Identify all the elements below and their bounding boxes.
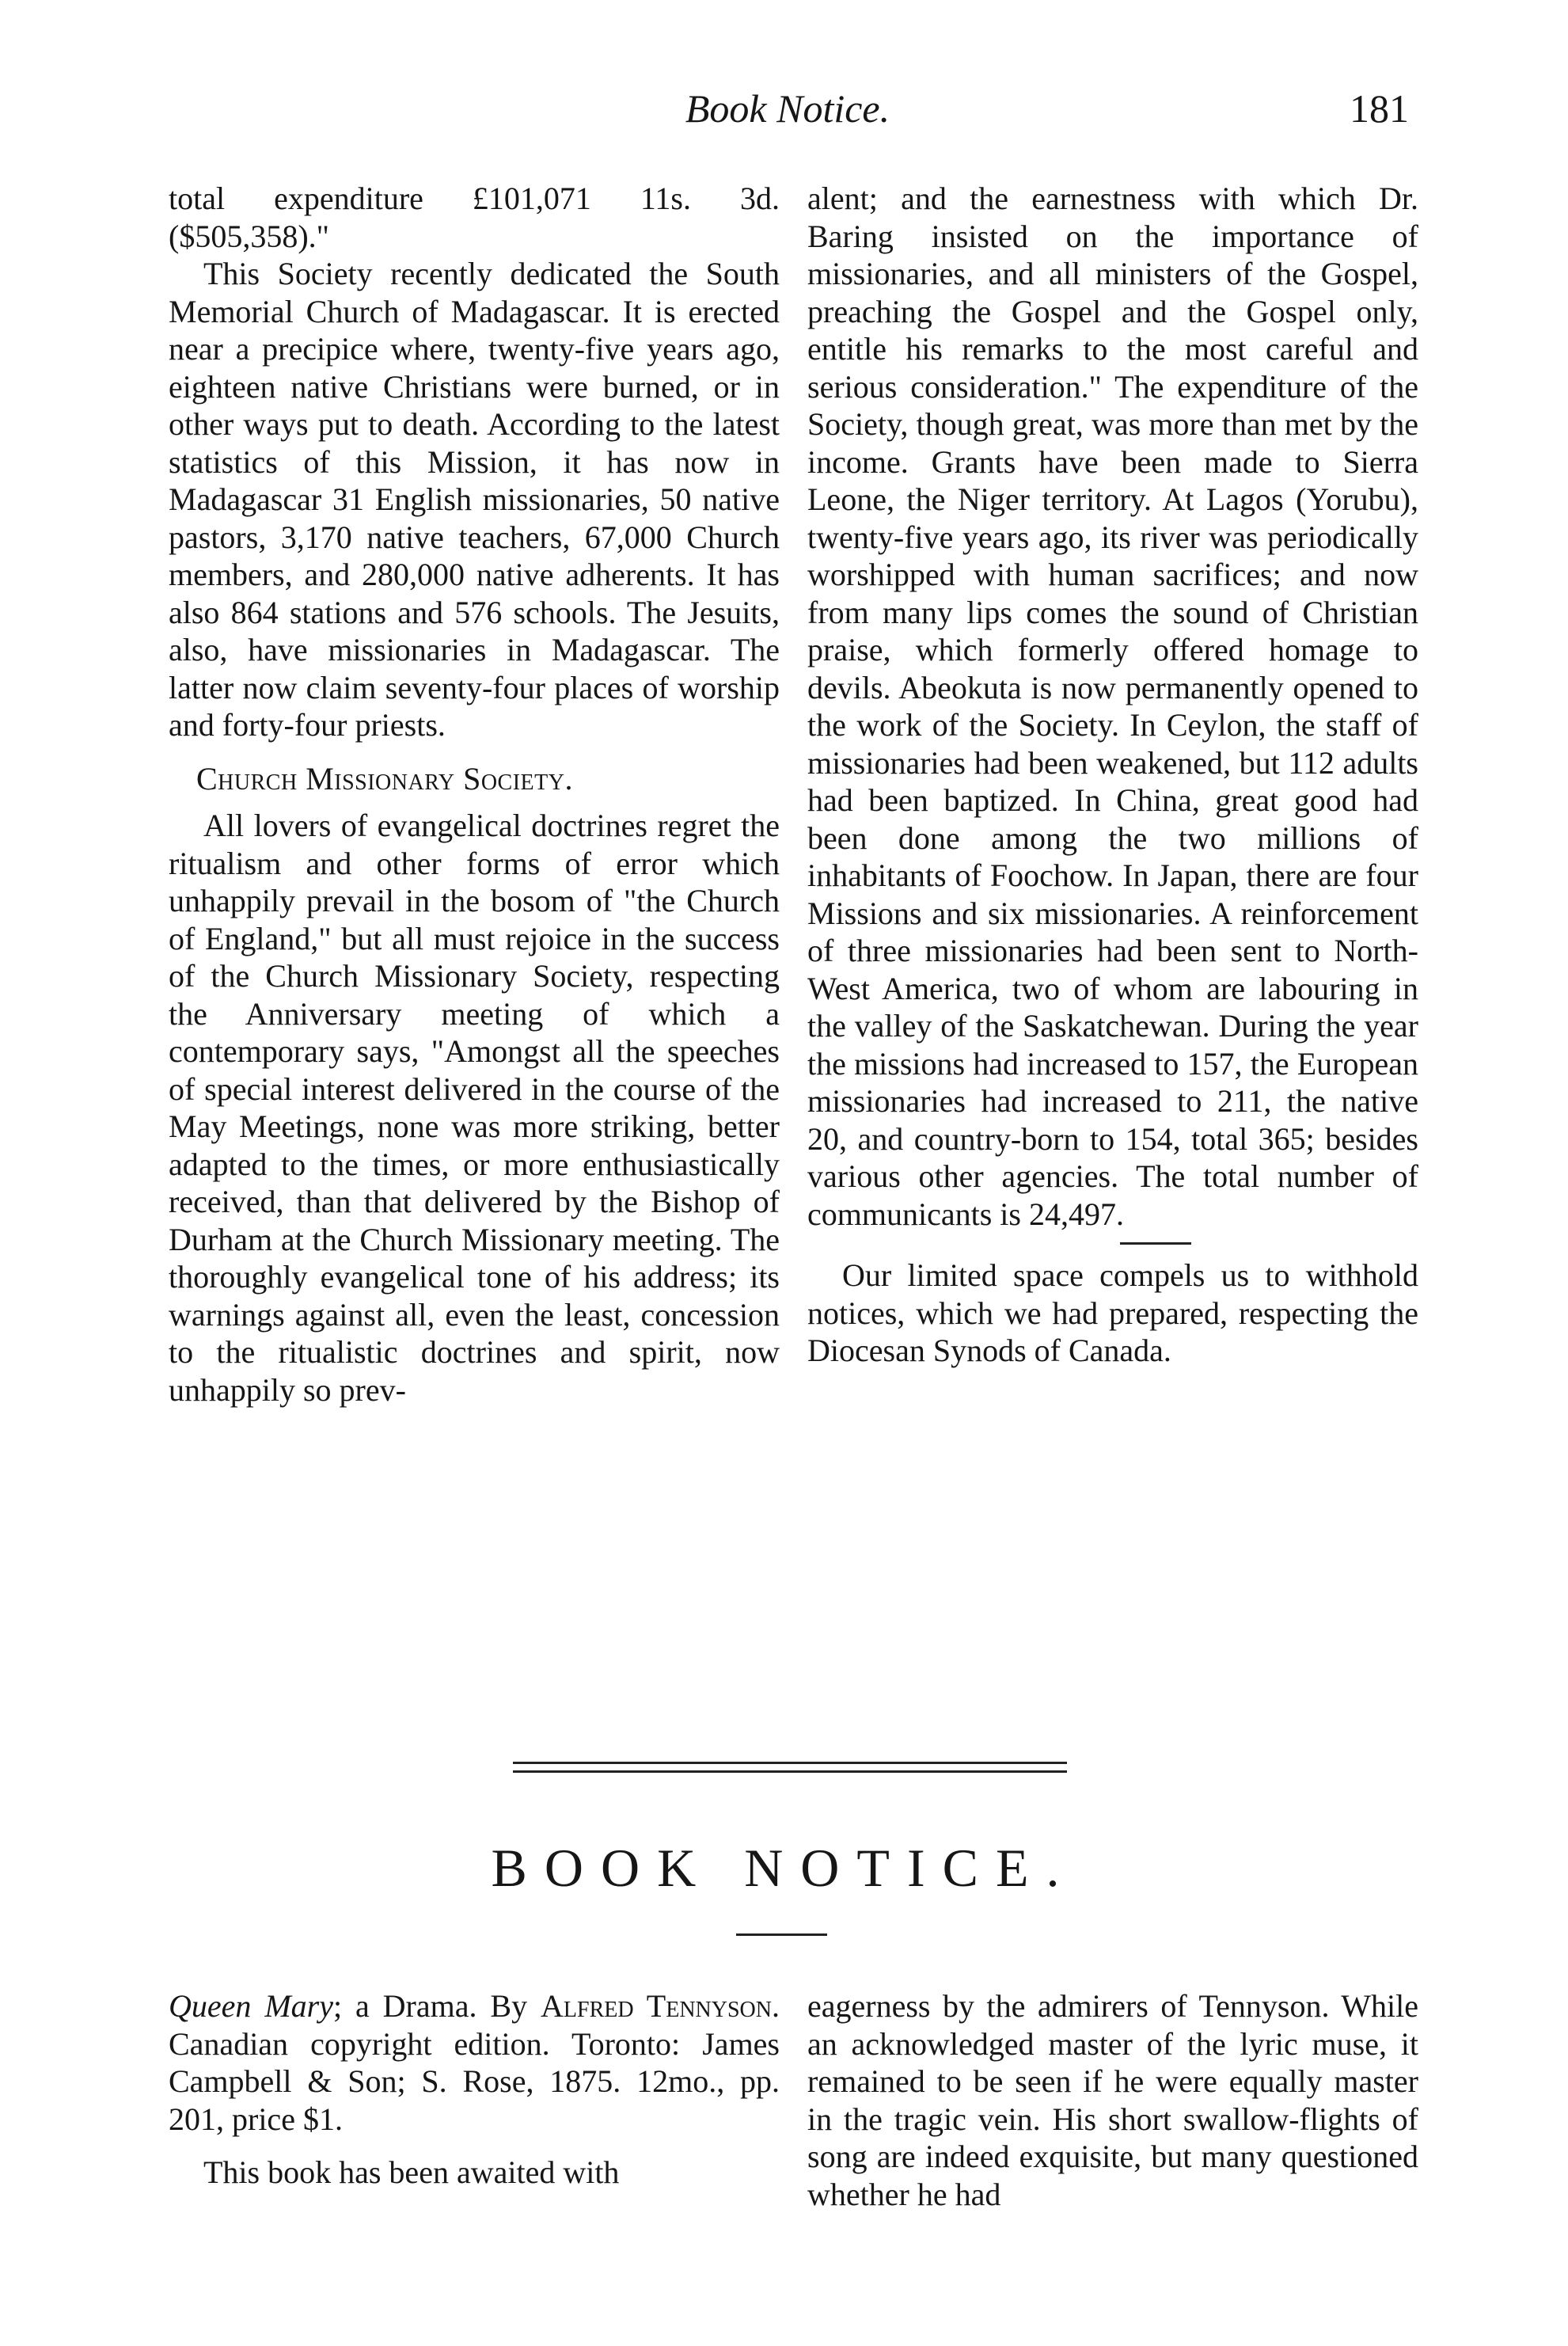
divider (736, 1933, 827, 1936)
book-title: Queen Mary (169, 1988, 333, 2024)
paragraph: This Society recently dedicated the South Memorial Church of Madagascar. It is erected near a precipice where, twenty-five years ago, eighteen native Christians were burned, or in other ways put to death. According to the latest statistics of this Mission, it has now in Madagascar 31 English missionaries, 50 native pastors, 3,170 native teachers, 67,000 Church members, and 280,000 native adherents. It has also 864 stations and 576 schools. The Jesuits, also, have missionaries in Madagascar. The latter now claim seventy-four places of worship and forty-four priests. (169, 256, 780, 743)
section-subheading: Church Missionary Society. (196, 760, 573, 797)
citation-text: ; a Drama. By (332, 1988, 528, 2024)
book-notice-left-column (169, 1987, 780, 2192)
running-title: Book Notice. (685, 86, 890, 131)
paragraph: total expenditure £101,071 11s. 3d. ($505,358)." (169, 181, 780, 254)
page-number: 181 (1350, 86, 1409, 131)
page-header (166, 86, 1409, 149)
paragraph: eagerness by the admirers of Tennyson. While an acknowledged master of the lyric muse, it remained to be seen if he were equally master in the tragic vein. His short swallow-flights of song are indeed exquisite, but many questioned whether he had (807, 1988, 1418, 2212)
paragraph: All lovers of evangelical doctrines regret the ritualism and other forms of error which unhappily prevail in the bosom of "the Church of England," but all must rejoice in the success of the Church Missionary Society, respecting the Anniversary meeting of which a contemporary says, "Amongst all the speeches of special interest delivered in the course of the May Meetings, none was more striking, better adapted to the times, or more enthusiastically received, than that delivered by the Bishop of Durham at the Church Missionary meeting. The thoroughly evangelical tone of his address; its warnings against all, even the least, concession to the ritualistic doctrines and spirit, now unhappily so prev- (169, 808, 780, 1408)
left-column (169, 180, 780, 1409)
section-title: BOOK NOTICE. (491, 1838, 1077, 1898)
book-notice-right-column (807, 1987, 1418, 2213)
author-name: Alfred Tennyson. (541, 1988, 780, 2024)
paragraph: alent; and the earnestness with which Dr. Baring insisted on the importance of missionaries, and all ministers of the Gospel, preaching the Gospel and the Gospel only, entitle his remarks to the most careful and serious consideration." The expenditure of the Society, though great, was more than met by the income. Grants have been made to Sierra Leone, the Niger territory. At Lagos (Yorubu), twenty-five years ago, its river was periodically worshipped with human sacrifices; and now from many lips comes the sound of Christian praise, which formerly offered homage to devils. Abeokuta is now permanently opened to the work of the Society. In Ceylon, the staff of missionaries had been weakened, but 112 adults had been baptized. In China, great good had been done among the two millions of inhabitants of Foochow. In Japan, there are four Missions and six missionaries. A reinforcement of three missionaries had been sent to North-West America, two of whom are labouring in the valley of the Saskatchewan. During the year the missions had increased to 157, the European missionaries had increased to 211, the native 20, and country-born to 154, total 365; besides various other agencies. The total number of communicants is 24,497. (807, 181, 1418, 1232)
publisher-info: Canadian copyright edition. Toronto: James Campbell & Son; S. Rose, 1875. 12mo., pp. 201, price $1. (169, 2025, 780, 2137)
paragraph: This book has been awaited with (203, 2154, 620, 2190)
divider (1120, 1242, 1191, 1245)
double-rule-divider (513, 1762, 1067, 1779)
book-citation (169, 1987, 780, 2138)
paragraph: Our limited space compels us to withhold notices, which we had prepared, respecting the Diocesan Synods of Canada. (807, 1257, 1418, 1368)
right-column (807, 180, 1418, 1370)
